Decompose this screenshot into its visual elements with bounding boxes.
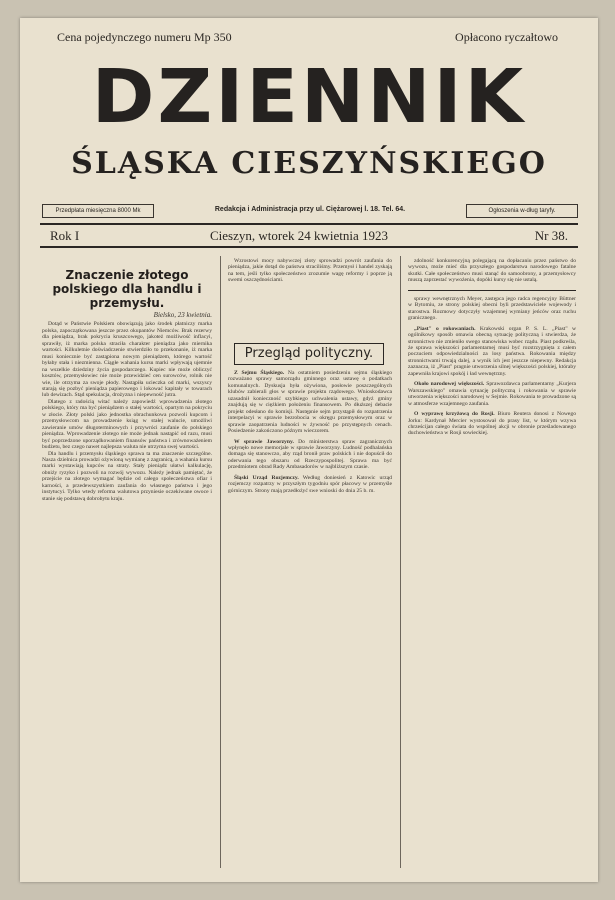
column-separator (220, 256, 221, 868)
article-paragraph: Dlatego z radością witać należy zapowiedź wprowadzenia złotego polskiego, który ma być pieniądzem o stałej wartości, opartym na pokryciu w złocie. Złoty polski jako jednostka obrachunkowa pozwoli kupcom i przemysłowcom na prowadzenie ksiąg w stałej walucie, umożliwi zawieranie umów długoterminowych i przywróci zaufanie do polskiego pieniądza. Wprowadzenie złotego nie może jednak nastąpić od razu, musi być poprzedzone uporządkowaniem finansów państwa i zrównoważeniem budżetu, bez czego nawet najlepsza waluta nie utrzyma swej wartości. (42, 398, 212, 451)
ads-box: Ogłoszenia w-dług taryfy. (466, 204, 578, 218)
news-item-text: Biuro Reutera donosi z Nowego Jorku: Kardynał Mercier wystosował do prasy list, w którym wzywa chrześcijan całego świata do wspólnej akcji w obronie prześladowanego duchowieństwa w Rosji sowieckiej. (408, 411, 576, 437)
news-item (408, 326, 576, 378)
news-item (408, 411, 576, 437)
news-item-text: Sprawozdawca parlamentarny „Kurjera Warszawskiego" omawia sytuację polityczną i rokowania w sprawie utworzenia większości narodowej w Sejmie. Rokowania te prowadzone są w atmosferze wzajemnego zaufania. (408, 381, 576, 407)
admin-address: Redakcja i Administracja przy ul. Ciężarowej l. 18. Tel. 64. (214, 206, 406, 213)
news-item-title: O wyprawę krzyżową do Rosji. (414, 411, 495, 418)
issue-number: Nr 38. (534, 228, 568, 243)
news-item-text: Do ministerstwa spraw zagranicznych wpłynęło nowe memorjale w sprawie Jaworzyny. Ludność podhalańska domaga się stanowczo, aby rząd bronił praw polskich i nie dopuścił do oderwania tego obszaru od Rzeczypospolitej. Sprawa ma być przedmiotem obrad Rady Ambasadorów w najbliższym czasie. (228, 438, 392, 471)
article-column-2 (228, 258, 392, 284)
news-item-text: Na ostatniem posiedzeniu sejmu śląskiego rozważano sprawy samorządu gminnego oraz ustawę o podatkach komunalnych. Dyskusja była ożywiona, posłowie poszczególnych klubów zabierali głos w sprawie projektu rządowego. Wnioskodawca uzasadnił konieczność szybkiego uchwalenia ustawy, gdyż gminy znajdują się w ciężkiem położeniu finansowem. Po dłuższej debacie projekt odesłano do komisji. Następnie sejm przystąpił do rozpatrzenia interpelacyi w sprawie bezrobocia w okręgu przemysłowym oraz w sprawie zaopatrzenia ludności w żywność po przystępnych cenach. Posiedzenie zakończono późnym wieczorem. (228, 370, 392, 435)
article-paragraph: sprawy wewnętrznych Meyer, zastępca jego radca regencyjny Büttner w Bytomiu, ze strony polskiej obecni byli przedstawiciele wojewody i starostwa. Rozmowy dotyczyły wzajemnej wymiany jeńców oraz ruchu granicznego. (408, 295, 576, 322)
newspaper-subtitle: ŚLĄSKA CIESZYŃSKIEGO (71, 146, 547, 181)
news-item-title: Śląski Urząd Rozjemczy. (234, 474, 299, 481)
article-paragraph: Wzrostowi mocy nabywczej złoty sprowadzi powrót zaufania do pieniądza, jakie dotąd do państwa straciliśmy. Przemysł i handel zyskają na tem, jeśli tylko społeczeństwo zrozumie wagę reformy i poprze ją swemi oszczędnościami. (228, 258, 392, 284)
article-paragraph: Dla handlu i przemysłu śląskiego sprawa ta ma znaczenie szczególne. Nasza dzielnica prowadzi ożywioną wymianę z zagranicą, a wahania kursu marki wystawiają kupców na straty. Stały pieniądz ułatwi kalkulację, obniży ryzyko i pozwoli na rozwój wywozu. Należy jednak pamiętać, że przejście na złotego wymagać będzie od całego społeczeństwa ofiar i karności, a przedewszystkiem zaufania do własnego państwa i jego instytucyi. Tylko wtedy reforma walutowa przyniesie oczekiwane owoce i stanie się podstawą dobrobytu kraju. (42, 450, 212, 502)
politics-column (228, 370, 392, 494)
year-label: Rok I (50, 228, 80, 243)
article-column-1 (42, 268, 212, 502)
news-item (408, 381, 576, 407)
news-item-title: „Piast" o rokowaniach. (414, 325, 476, 332)
news-item-title: W sprawie Jaworzyny. (234, 438, 294, 445)
news-item (228, 439, 392, 471)
news-item-text: Krakowski organ P. S. L. „Piast" w ogólnikowy sposób omawia obecną sytuację polityczną i stwierdza, że stronnictwo nie zmieniło swego stanowiska wobec rządu. Piast podkreśla, że sprawa większości parlamentarnej musi być rozstrzygnięta z całem poczuciem odpowiedzialności za losy państwa. Rokowania między stronnictwami trwają dalej, a wynik ich jest jeszcze niepewny. Redakcja zaznacza, iż „Piast" pragnie utworzenia silnej większości polskiej, któraby zapewniła krajowi spokój i ład wewnętrzny. (408, 325, 576, 377)
newspaper-title: DZIENNIK (91, 54, 527, 140)
postage-note: Opłacono ryczałtowo (455, 30, 558, 44)
bottom-rule (40, 246, 578, 248)
section-heading: Przegląd polityczny. (234, 343, 384, 365)
subscription-box: Przedpłata miesięczna 8000 Mk (42, 204, 154, 218)
article-paragraph: Dotąd w Państwie Polskiem obowiązują jako środek płatniczy marka polska, zapoczątkowana jeszcze przez okupantów Niemców. Brak rezerwy dla pieniądza, brak pokrycia kruszcowego, jakoteż możliwość inflacyi, sprawiły, iż marka polska straciła charakter pieniądza jako miernika wartości. Kilkuletnie doświadczenie stwierdziło to przekonanie, iż marka musi koniecznie być zastąpiona nowym pieniądzem, którego wartość byłaby stała i niezmienna. Ciągłe wahania kursu marki wpływają ujemnie na wszelkie dziedziny życia gospodarczego. Kupiec nie może obliczyć kosztów, przemysłowiec nie może przewidzieć cen surowców, rolnik nie wie, ile otrzyma za swoje płody. Nastąpiła ucieczka od marki, wszyscy starają się pozbyć pieniądza papierowego i lokować kapitały w towarach lub dewizach. Stąd spekulacja, drożyzna i niepewność jutra. (42, 321, 212, 399)
news-item-text: Według doniesień z Katowic urząd rozjemczy rozpatrzy w przyszłym tygodniu spór płacowy w przemyśle górniczym. Strony mają przedłożyć swe wnioski do dnia 25 b. m. (228, 474, 392, 494)
news-item (228, 370, 392, 435)
news-item-title: Około narodowej większości. (414, 381, 485, 388)
top-rule (40, 223, 578, 225)
article-headline: Znaczenie złotego polskiego dla handlu i przemysłu. (52, 268, 202, 310)
news-item (228, 475, 392, 494)
column-separator (400, 256, 401, 868)
column-rule (408, 290, 576, 291)
article-column-3 (408, 258, 576, 437)
article-paragraph: zdolność konkurencyjną polegającą na dopłacaniu przez państwo do wywozu, może mieć dla przyszłego gospodarstwa narodowego fatalne skutki. Całe społeczeństwo musi stanąć do samoobrony, a przemysłowcy muszą zaprzestać wywożenia, dopóki kursy się nie ustalą. (408, 258, 576, 284)
price-note: Cena pojedynczego numeru Mp 350 (57, 30, 232, 44)
newspaper-page (20, 18, 598, 882)
news-item-title: Z Sejmu Śląskiego. (234, 370, 285, 376)
article-dateline: Bielsko, 23 kwietnia. (153, 311, 212, 319)
issue-date: Cieszyn, wtorek 24 kwietnia 1923 (210, 228, 388, 243)
